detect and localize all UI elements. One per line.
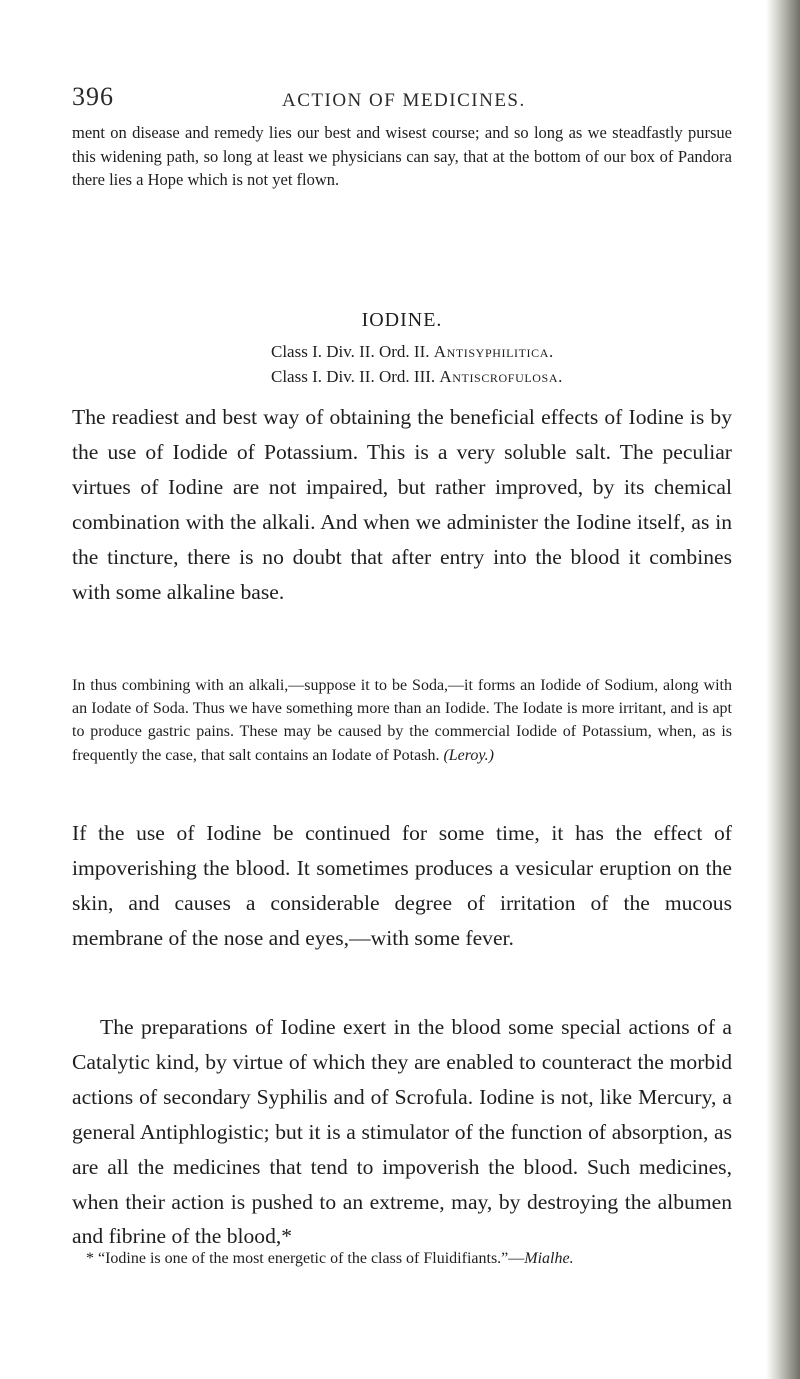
classification-1-term: Antisyphilitica. — [433, 342, 554, 361]
classification-line-2 — [271, 367, 563, 387]
classification-1-prefix: Class I. Div. II. Ord. II. — [271, 342, 430, 361]
footnote-attribution: Mialhe. — [524, 1250, 574, 1267]
classification-2-prefix: Class I. Div. II. Ord. III. — [271, 367, 436, 386]
classification-2-term: Antiscrofulosa. — [439, 367, 563, 386]
body-paragraph-1: The readiest and best way of obtaining the beneficial effects of Iodine is by the use of Iodide of Potassium. This is a very soluble salt. The peculiar virtues of Iodine are not impaired, but rather improved, by its chemical combination with the alkali. And when we administer the Iodine itself, as in the tincture, there is no doubt that after entry into the blood it combines with some alkaline base. — [72, 405, 732, 604]
classification-line-1 — [271, 342, 554, 362]
footnote-marker: * — [86, 1250, 94, 1267]
note-text: In thus combining with an alkali,—suppose it to be Soda,—it forms an Iodide of Sodium, along with an Iodate of Soda. Thus we have something more than an Iodide. The Iodate is more irritant, and is apt to produce gastric pains. These may be caused by the commercial Iodide of Potassium, when, as is frequently the case, that salt contains an Iodate of Potash. — [72, 677, 732, 764]
section-title: IODINE. — [361, 309, 443, 331]
intro-paragraph: ment on disease and remedy lies our best and wisest course; and so long as we steadfastly pursue this widening path, so long at least we physicians can say, that at the bottom of our box of Pandora there lies a Hope which is not yet flown. — [72, 123, 732, 189]
footnote-text: “Iodine is one of the most energetic of the class of Fluidifiants.”— — [98, 1250, 525, 1267]
page-gutter-shadow — [766, 0, 800, 1379]
body-paragraph-3: The preparations of Iodine exert in the blood some special actions of a Catalytic kind, by virtue of which they are enabled to counteract the morbid actions of secondary Syphilis and of Scrofula. Iodine is not, like Mercury, a general Antiphlogistic; but it is a stimulator of the function of absorption, as are all the medicines that tend to impoverish the blood. Such medicines, when their action is pushed to an extreme, may, by destroying the albumen and fibrine of the blood,* — [72, 1015, 732, 1249]
footnote — [72, 1248, 752, 1270]
running-head: ACTION OF MEDICINES. — [282, 90, 526, 111]
note-citation: (Leroy.) — [443, 746, 494, 764]
page-number: 396 — [72, 82, 114, 111]
note-paragraph — [72, 674, 732, 767]
body-paragraph-2: If the use of Iodine be continued for some time, it has the effect of impoverishing the blood. It sometimes produces a vesicular eruption on the skin, and causes a considerable degree of irritation of the mucous membrane of the nose and eyes,—with some fever. — [72, 821, 732, 950]
page-header — [72, 82, 732, 122]
